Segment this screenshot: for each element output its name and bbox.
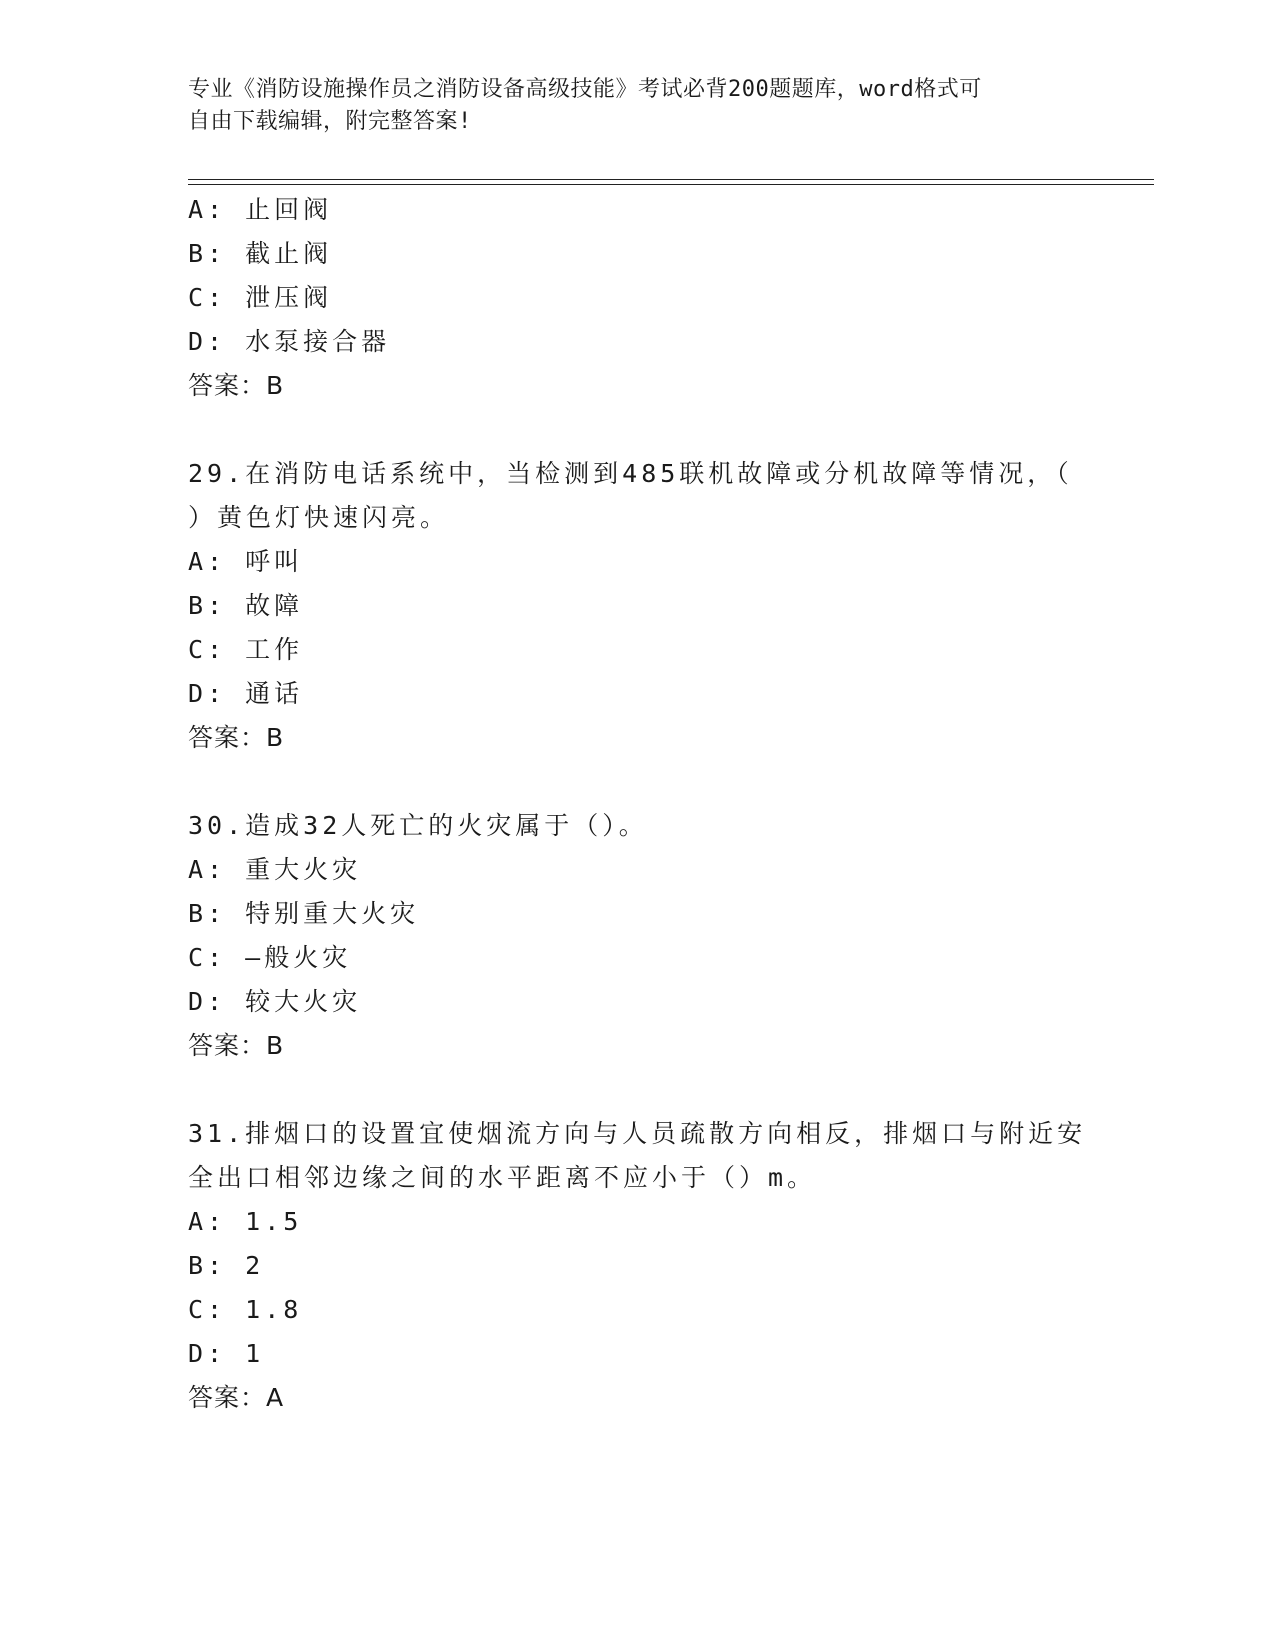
q30-answer (188, 1030, 283, 1062)
header-divider-bottom (188, 184, 1154, 185)
q29-option-d: D: 通话 (188, 679, 304, 708)
q28-answer (188, 370, 283, 402)
q30-stem-line-1: 30.造成32人死亡的火灾属于（）。 (188, 811, 648, 840)
q31-answer (188, 1382, 283, 1414)
q31-option-a: A: 1.5 (188, 1207, 303, 1236)
q29-option-a: A: 呼叫 (188, 547, 304, 576)
q29-stem-line-2: ）黄色灯快速闪亮。 (188, 503, 450, 532)
header-line-1: 专业《消防设施操作员之消防设备高级技能》考试必背200题题库，word格式可 (188, 77, 982, 102)
q28-option-c: C: 泄压阀 (188, 283, 333, 312)
q29-stem-line-1: 29.在消防电话系统中，当检测到485联机故障或分机故障等情况，（ (188, 459, 1073, 488)
q29-option-c: C: 工作 (188, 635, 304, 664)
answer-label: 答案： (188, 371, 267, 400)
q30-option-b: B: 特别重大火灾 (188, 899, 420, 928)
q30-option-d: D: 较大火灾 (188, 987, 362, 1016)
document-header (188, 74, 1088, 138)
answer-value: B (266, 371, 284, 400)
q28-option-d: D: 水泵接合器 (188, 327, 391, 356)
q28-option-b: B: 截止阀 (188, 239, 333, 268)
q28-option-a: A: 止回阀 (188, 195, 333, 224)
q30-option-a: A: 重大火灾 (188, 855, 362, 884)
answer-label: 答案： (188, 1031, 267, 1060)
q29-option-b: B: 故障 (188, 591, 304, 620)
answer-value: B (266, 723, 284, 752)
answer-value: A (266, 1383, 284, 1412)
q31-stem-line-2: 全出口相邻边缘之间的水平距离不应小于（）m。 (188, 1163, 817, 1192)
answer-value: B (266, 1031, 284, 1060)
answer-label: 答案： (188, 723, 267, 752)
q29-answer (188, 722, 283, 754)
q31-option-d: D: 1 (188, 1339, 265, 1368)
q31-stem-line-1: 31.排烟口的设置宜使烟流方向与人员疏散方向相反，排烟口与附近安 (188, 1119, 1087, 1148)
header-line-2: 自由下载编辑，附完整答案! (188, 109, 472, 134)
q30-option-c: C: —般火灾 (188, 943, 352, 972)
header-divider-top (188, 179, 1154, 180)
answer-label: 答案： (188, 1383, 267, 1412)
q31-option-c: C: 1.8 (188, 1295, 303, 1324)
q31-option-b: B: 2 (188, 1251, 265, 1280)
